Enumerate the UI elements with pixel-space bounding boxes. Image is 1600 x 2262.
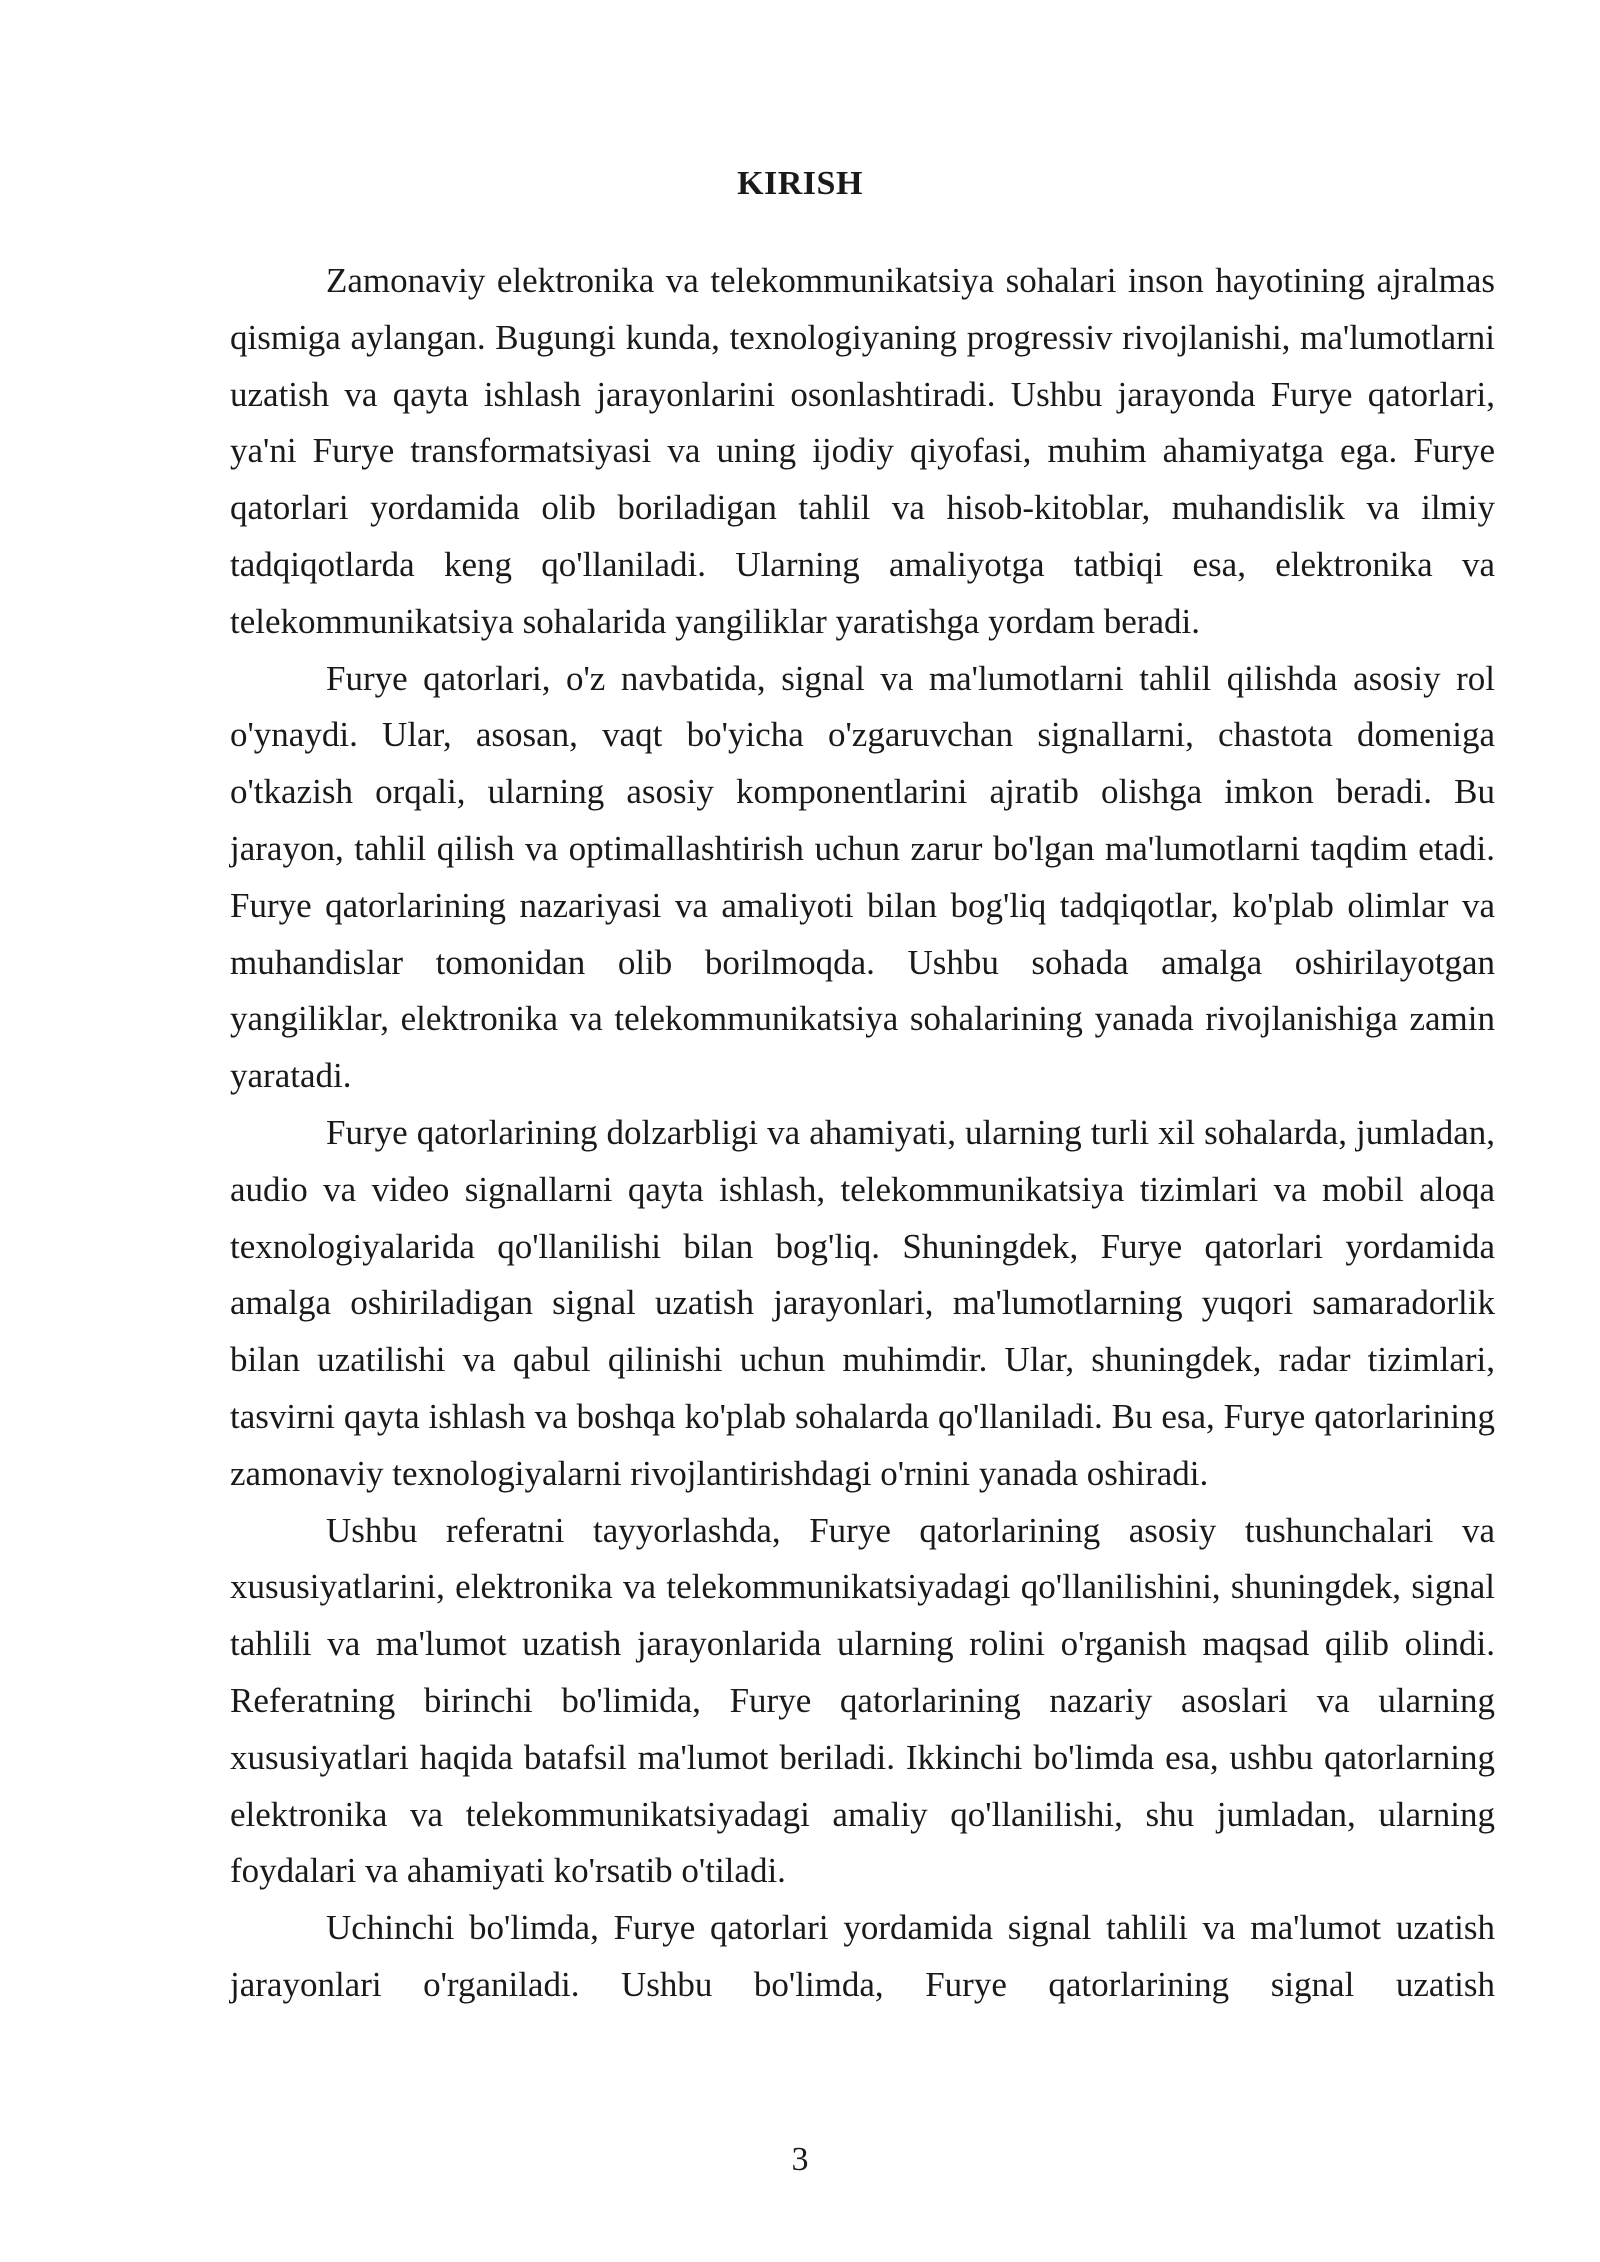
paragraph: Ushbu referatni tayyorlashda, Furye qatorlarining asosiy tushunchalari va xususiyatlarini, elektronika va telekommunikatsiyadagi qo'llanilishini, shuningdek, signal tahlili va ma'lumot uzatish jarayonlarida ularning rolini o'rganish maqsad qilib olindi. Referatning birinchi bo'limida, Furye qatorlarining nazariy asoslari va ularning xususiyatlari haqida batafsil ma'lumot beriladi. Ikkinchi bo'limda esa, ushbu qatorlarning elektronika va telekommunikatsiyadagi amaliy qo'llanilishi, shu jumladan, ularning foydalari va ahamiyati ko'rsatib o'tiladi.	[230, 1510, 1495, 1891]
paragraph: Zamonaviy elektronika va telekommunikatsiya sohalari inson hayotining ajralmas qismiga aylangan. Bugungi kunda, texnologiyaning progressiv rivojlanishi, ma'lumotlarni uzatish va qayta ishlash jarayonlarini osonlashtiradi. Ushbu jarayonda Furye qatorlari, ya'ni Furye transformatsiyasi va uning ijodiy qiyofasi, muhim ahamiyatga ega. Furye qatorlari yordamida olib boriladigan tahlil va hisob-kitoblar, muhandislik va ilmiy tadqiqotlarda keng qo'llaniladi. Ularning amaliyotga tatbiqi esa, elektronika va telekommunikatsiya sohalarida yangiliklar yaratishga yordam beradi.	[230, 261, 1495, 641]
page-number: 3	[791, 2141, 809, 2178]
paragraph: Furye qatorlarining dolzarbligi va ahamiyati, ularning turli xil sohalarda, jumladan, audio va video signallarni qayta ishlash, telekommunikatsiya tizimlari va mobil aloqa texnologiyalarida qo'llanilishi bilan bog'liq. Shuningdek, Furye qatorlari yordamida amalga oshiriladigan signal uzatish jarayonlari, ma'lumotlarning yuqori samaradorlik bilan uzatilishi va qabul qilinishi uchun muhimdir. Ular, shuningdek, radar tizimlari, tasvirni qayta ishlash va boshqa ko'plab sohalarda qo'llaniladi. Bu esa, Furye qatorlarining zamonaviy texnologiyalarni rivojlantirishdagi o'rnini yanada oshiradi.	[230, 1112, 1495, 1493]
paragraph: Uchinchi bo'limda, Furye qatorlari yordamida signal tahlili va ma'lumot uzatish jarayonlari o'rganiladi. Ushbu bo'limda, Furye qatorlarining signal uzatish	[230, 1908, 1495, 2004]
paragraph: Furye qatorlari, o'z navbatida, signal va ma'lumotlarni tahlil qilishda asosiy rol o'ynaydi. Ular, asosan, vaqt bo'yicha o'zgaruvchan signallarni, chastota domeniga o'tkazish orqali, ularning asosiy komponentlarini ajratib olishga imkon beradi. Bu jarayon, tahlil qilish va optimallashtirish uchun zarur bo'lgan ma'lumotlarni taqdim etadi. Furye qatorlarining nazariyasi va amaliyoti bilan bog'liq tadqiqotlar, ko'plab olimlar va muhandislar tomonidan olib borilmoqda. Ushbu sohada amalga oshirilayotgan yangiliklar, elektronika va telekommunikatsiya sohalarining yanada rivojlanishiga zamin yaratadi.	[230, 658, 1495, 1096]
page-title: KIRISH	[737, 165, 863, 202]
body-text	[230, 253, 1495, 2014]
